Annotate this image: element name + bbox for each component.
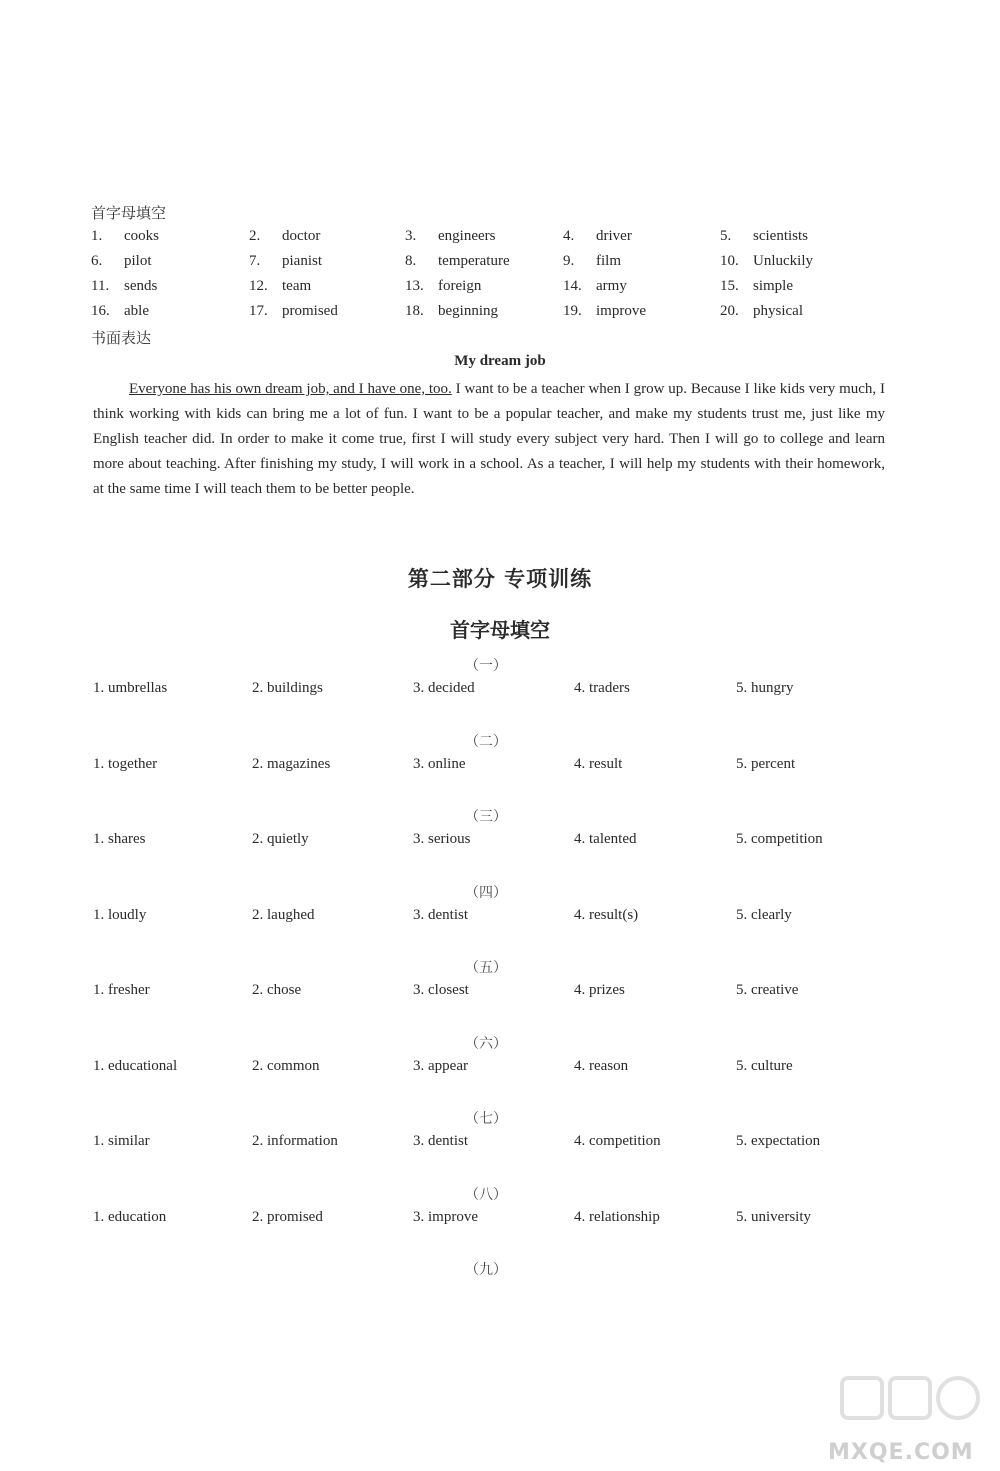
group-answer: 2. chose: [252, 982, 302, 998]
item-answer: pilot: [124, 253, 152, 269]
group-answer: 3. serious: [413, 831, 471, 847]
group-answer: 1. together: [93, 756, 158, 772]
group-answer: 3. decided: [413, 680, 475, 696]
section-label-writing: 书面表达: [91, 331, 152, 347]
group-answer: 3. appear: [413, 1058, 468, 1074]
item-answer: film: [596, 253, 621, 269]
group-answer: 5. university: [736, 1209, 811, 1225]
item-number: 18.: [405, 303, 424, 319]
group-answer: 5. creative: [736, 982, 799, 998]
group-label: （五）: [465, 961, 507, 976]
item-answer: Unluckily: [753, 253, 813, 269]
group-answer: 2. laughed: [252, 907, 315, 923]
group-answer: 1. educational: [93, 1058, 178, 1074]
item-answer: doctor: [282, 228, 321, 244]
item-number: 8.: [405, 253, 417, 269]
watermark-logo: [818, 1372, 988, 1467]
group-label: （二）: [465, 735, 507, 750]
group-answer: 4. talented: [574, 831, 637, 847]
item-answer: scientists: [753, 228, 808, 244]
item-answer: driver: [596, 228, 632, 244]
group-label: （八）: [465, 1188, 507, 1203]
group-answer: 2. promised: [252, 1209, 323, 1225]
item-number: 11.: [91, 278, 110, 294]
group-answer: 3. online: [413, 756, 466, 772]
item-answer: able: [124, 303, 149, 319]
item-number: 10.: [720, 253, 739, 269]
group-answer: 1. education: [93, 1209, 167, 1225]
item-answer: improve: [596, 303, 646, 319]
group-label: （一）: [465, 659, 507, 674]
group-answer: 4. result(s): [574, 907, 639, 923]
group-answer-row: [93, 1058, 933, 1080]
group-label: （六）: [465, 1037, 507, 1052]
group-answer-row: [93, 982, 933, 1004]
item-number: 19.: [563, 303, 582, 319]
essay-text: I want to be a teacher when I grow up. Because I like kids very much, I think working with kids can bring me a lot of fun. I want to be a popular teacher, and make my students trust me, just like my English teacher did. In order to make it come true, first I will study every subject very hard. Then I will go to college and learn more about teaching. After finishing my study, I will work in a school. As a teacher, I will help my students with their homework, at the same time I will teach them to be better people.: [93, 381, 885, 497]
group-answer: 5. expectation: [736, 1133, 821, 1149]
group-answer: 4. relationship: [574, 1209, 660, 1225]
item-answer: pianist: [282, 253, 322, 269]
group-answer: 1. umbrellas: [93, 680, 168, 696]
group-answer: 2. information: [252, 1133, 338, 1149]
group-answer: 4. competition: [574, 1133, 661, 1149]
item-number: 14.: [563, 278, 582, 294]
group-answer: 5. competition: [736, 831, 823, 847]
group-label: （七）: [465, 1112, 507, 1127]
group-answer: 4. prizes: [574, 982, 625, 998]
item-number: 20.: [720, 303, 739, 319]
group-answer-row: [93, 680, 933, 702]
watermark-logo-mark: [840, 1372, 980, 1435]
watermark-site-text: MXQE.COM: [828, 1440, 974, 1465]
group-answer-row: [93, 831, 933, 853]
group-answer: 3. dentist: [413, 1133, 468, 1149]
group-answer-row: [93, 756, 933, 778]
item-answer: simple: [753, 278, 793, 294]
item-number: 15.: [720, 278, 739, 294]
group-answer: 2. magazines: [252, 756, 331, 772]
item-answer: cooks: [124, 228, 159, 244]
group-answer: 4. result: [574, 756, 623, 772]
group-answer: 5. clearly: [736, 907, 792, 923]
item-number: 7.: [249, 253, 261, 269]
group-answer: 4. traders: [574, 680, 630, 696]
group-label: （三）: [465, 810, 507, 825]
item-answer: foreign: [438, 278, 482, 294]
group-answer-row: [93, 1133, 933, 1155]
group-answer: 1. similar: [93, 1133, 150, 1149]
group-answer: 3. dentist: [413, 907, 468, 923]
item-answer: engineers: [438, 228, 496, 244]
group-answer: 2. quietly: [252, 831, 309, 847]
group-answer: 3. improve: [413, 1209, 478, 1225]
watermark-logo-graphic: [840, 1372, 980, 1424]
item-number: 4.: [563, 228, 575, 244]
group-answer: 3. closest: [413, 982, 469, 998]
group-answer: 2. buildings: [252, 680, 323, 696]
group-answer: 1. fresher: [93, 982, 150, 998]
item-answer: beginning: [438, 303, 498, 319]
essay-body: [93, 377, 885, 502]
item-answer: physical: [753, 303, 803, 319]
group-answer: 2. common: [252, 1058, 320, 1074]
item-number: 3.: [405, 228, 417, 244]
item-number: 17.: [249, 303, 268, 319]
item-answer: sends: [124, 278, 158, 294]
fill-in-row: [91, 303, 931, 325]
item-number: 16.: [91, 303, 110, 319]
item-number: 9.: [563, 253, 575, 269]
item-number: 5.: [720, 228, 732, 244]
item-number: 6.: [91, 253, 103, 269]
item-number: 12.: [249, 278, 268, 294]
item-number: 13.: [405, 278, 424, 294]
item-answer: temperature: [438, 253, 510, 269]
essay-title: My dream job: [454, 353, 546, 369]
fill-in-row: [91, 253, 931, 275]
group-answer: 1. shares: [93, 831, 146, 847]
item-answer: army: [596, 278, 627, 294]
item-number: 2.: [249, 228, 261, 244]
group-answer: 4. reason: [574, 1058, 629, 1074]
item-answer: promised: [282, 303, 338, 319]
item-answer: team: [282, 278, 312, 294]
part-two-title: 第二部分 专项训练: [407, 567, 593, 591]
part-two-subtitle: 首字母填空: [450, 618, 550, 642]
group-label: （四）: [465, 886, 507, 901]
item-number: 1.: [91, 228, 103, 244]
group-answer: 5. culture: [736, 1058, 793, 1074]
group-answer: 1. loudly: [93, 907, 147, 923]
group-answer-row: [93, 907, 933, 929]
section-label-fill-in: 首字母填空: [91, 206, 167, 222]
fill-in-row: [91, 278, 931, 300]
group-label: （九）: [465, 1263, 507, 1278]
group-answer: 5. percent: [736, 756, 796, 772]
essay-underlined-sentence: Everyone has his own dream job, and I have one, too.: [129, 381, 452, 397]
fill-in-row: [91, 228, 931, 250]
group-answer-row: [93, 1209, 933, 1231]
group-answer: 5. hungry: [736, 680, 794, 696]
